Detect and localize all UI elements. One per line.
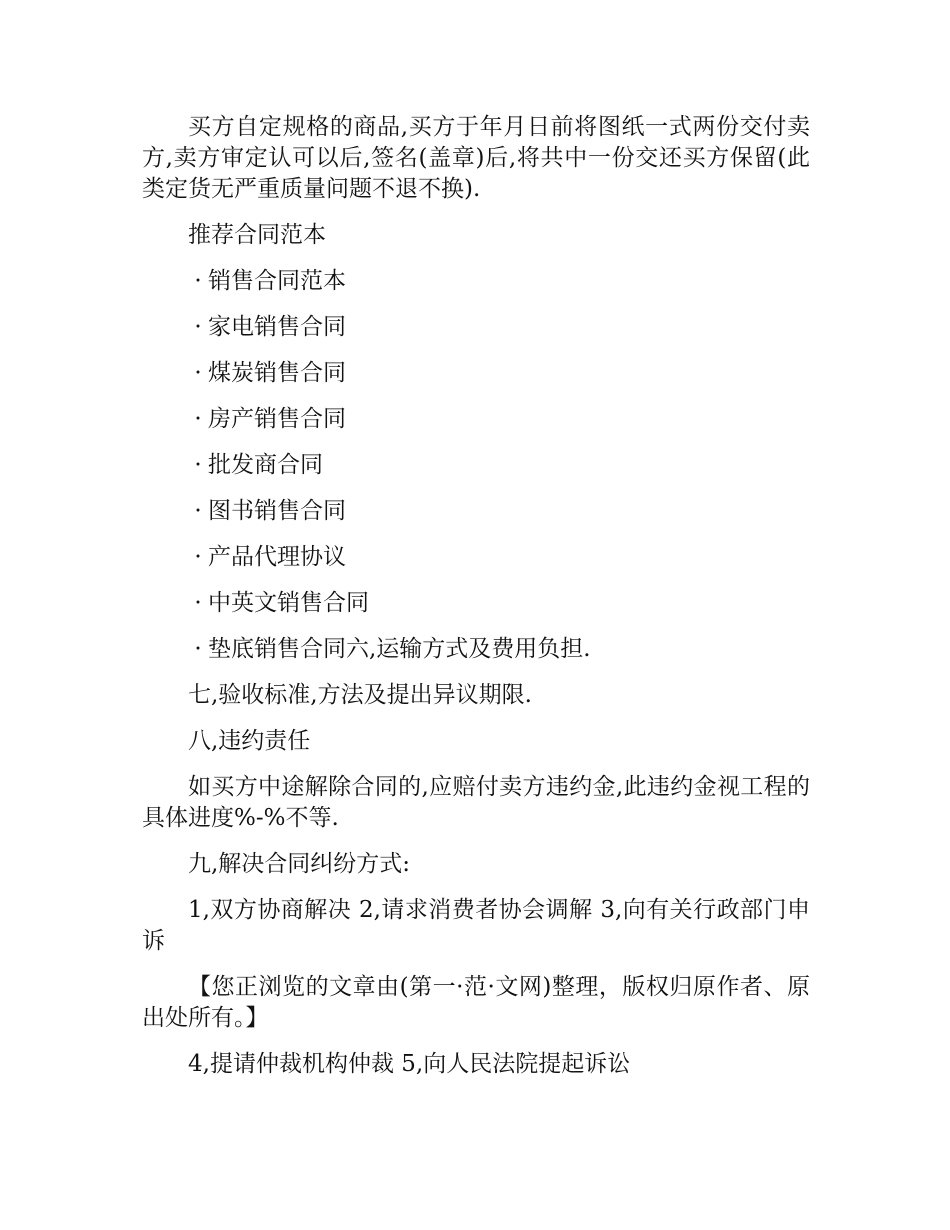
paragraph-inspection-standard: 七,验收标准,方法及提出异议期限.	[188, 682, 532, 708]
paragraph-custom-spec: 买方自定规格的商品,买方于年月日前将图纸一式两份交付卖方,卖方审定认可以后,签名(盖章)后,将共中一份交还买方保留(此类定货无严重质量问题不退不换).	[142, 114, 810, 202]
bullet-icon: ·	[194, 314, 202, 340]
paragraph-dispute-options-1: 1,双方协商解决 2,请求消费者协会调解 3,向有关行政部门申诉	[142, 897, 810, 954]
list-item-label: 销售合同范本	[208, 268, 346, 294]
document-page	[142, 112, 810, 1095]
bullet-icon: ·	[194, 498, 202, 524]
bullet-icon: ·	[194, 544, 202, 570]
list-item-label: 图书销售合同	[208, 498, 346, 524]
bullet-icon: ·	[194, 406, 202, 432]
list-item[interactable]	[142, 404, 810, 435]
paragraph-dispute-options-2: 4,提请仲裁机构仲裁 5,向人民法院提起诉讼	[188, 1051, 631, 1077]
list-item-label: 中英文销售合同	[208, 590, 369, 616]
paragraph-copyright-notice: 【您正浏览的文章由(第一·范·文网)整理，版权归原作者、原出处所有。】	[142, 974, 810, 1031]
list-item[interactable]	[142, 266, 810, 297]
list-item[interactable]	[142, 542, 810, 573]
list-item[interactable]	[142, 450, 810, 481]
list-item-label: 垫底销售合同六,运输方式及费用负担.	[208, 636, 591, 662]
bullet-icon: ·	[194, 268, 202, 294]
list-item[interactable]	[142, 312, 810, 343]
list-item-label: 批发商合同	[208, 452, 323, 478]
template-link-list	[142, 266, 810, 665]
list-item[interactable]	[142, 634, 810, 665]
bullet-icon: ·	[194, 590, 202, 616]
list-item-label: 家电销售合同	[208, 314, 346, 340]
paragraph-recommended-templates: 推荐合同范本	[188, 222, 326, 248]
bullet-icon: ·	[194, 636, 202, 662]
list-item-label: 煤炭销售合同	[208, 360, 346, 386]
bullet-icon: ·	[194, 360, 202, 386]
paragraph-breach-detail: 如买方中途解除合同的,应赔付卖方违约金,此违约金视工程的具体进度%-%不等.	[142, 774, 810, 831]
bullet-icon: ·	[194, 452, 202, 478]
list-item-label: 房产销售合同	[208, 406, 346, 432]
list-item[interactable]	[142, 358, 810, 389]
list-item[interactable]	[142, 496, 810, 527]
paragraph-dispute-heading: 九,解决合同纠纷方式:	[188, 851, 411, 877]
list-item-label: 产品代理协议	[208, 544, 346, 570]
paragraph-breach-heading: 八,违约责任	[188, 728, 311, 754]
list-item[interactable]	[142, 588, 810, 619]
